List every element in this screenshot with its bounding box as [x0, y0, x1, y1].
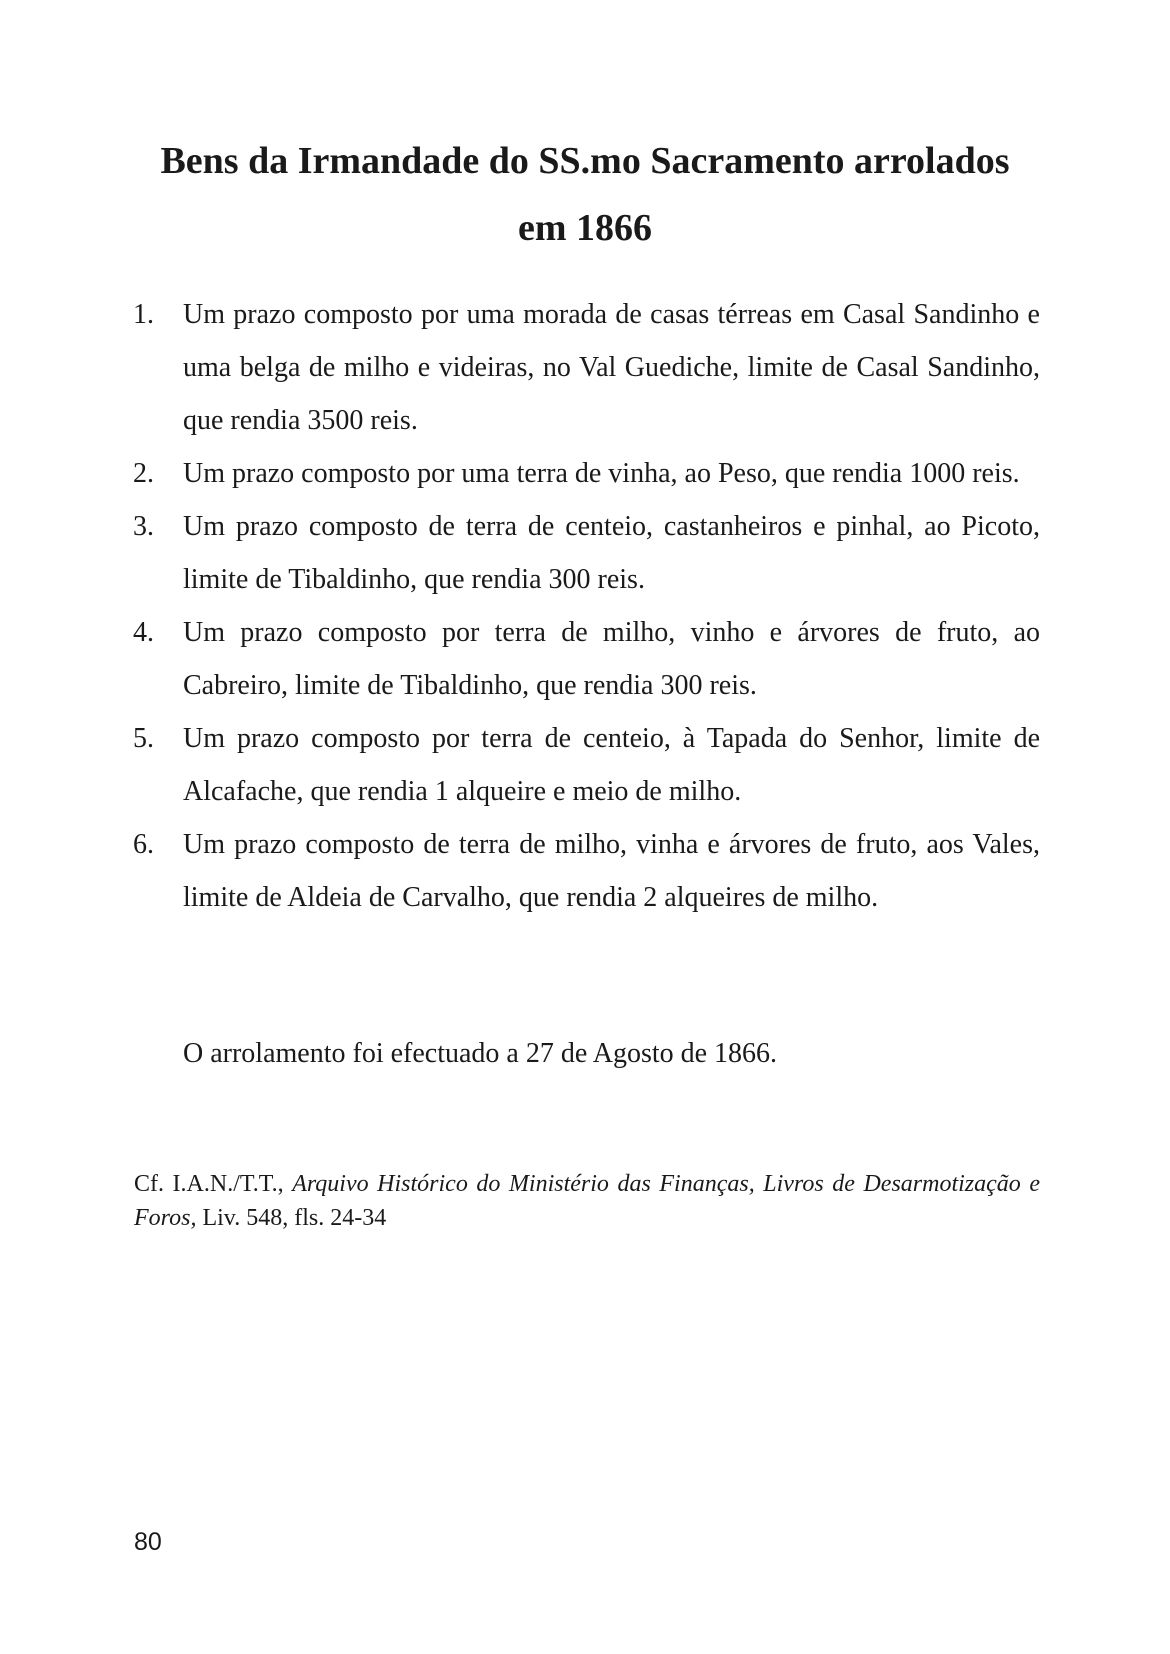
source-citation — [134, 1167, 1040, 1235]
list-item-number: 4. — [133, 617, 154, 648]
list-item — [128, 500, 1040, 606]
list-item — [128, 288, 1040, 447]
page-title — [130, 128, 1040, 262]
property-list — [128, 288, 1040, 924]
list-item — [128, 447, 1040, 500]
list-item — [128, 818, 1040, 924]
list-item-number: 3. — [133, 511, 154, 542]
list-item-text: Um prazo composto por terra de milho, vinho e árvores de fruto, ao Cabreiro, limite de Tibaldinho, que rendia 300 reis. — [183, 617, 1040, 701]
list-item-text: Um prazo composto de terra de milho, vinha e árvores de fruto, aos Vales, limite de Aldeia de Carvalho, que rendia 2 alqueires de milho. — [183, 829, 1040, 913]
source-prefix: Cf. I.A.N./T.T., — [134, 1171, 293, 1197]
list-item — [128, 712, 1040, 818]
source-suffix: Liv. 548, fls. 24-34 — [196, 1205, 387, 1231]
closing-statement: O arrolamento foi efectuado a 27 de Agosto de 1866. — [183, 1038, 778, 1069]
title-line-1: Bens da Irmandade do SS.mo Sacramento arrolados — [160, 140, 1010, 182]
list-item-number: 1. — [133, 299, 154, 330]
list-item-number: 6. — [133, 829, 154, 860]
list-item — [128, 606, 1040, 712]
list-item-text: Um prazo composto por uma morada de casas térreas em Casal Sandinho e uma belga de milho e videiras, no Val Guediche, limite de Casal Sandinho, que rendia 3500 reis. — [183, 299, 1040, 436]
list-item-number: 2. — [133, 458, 154, 489]
list-item-text: Um prazo composto por uma terra de vinha, ao Peso, que rendia 1000 reis. — [183, 458, 1020, 489]
title-line-2: em 1866 — [517, 207, 653, 249]
list-item-text: Um prazo composto por terra de centeio, à Tapada do Senhor, limite de Alcafache, que rendia 1 alqueire e meio de milho. — [183, 723, 1040, 807]
list-item-text: Um prazo composto de terra de centeio, castanheiros e pinhal, ao Picoto, limite de Tibaldinho, que rendia 300 reis. — [183, 511, 1040, 595]
source-title: Arquivo Histórico do Ministério das Finanças, Livros de Desarmotização e Foros, — [134, 1171, 1040, 1231]
page-number: 80 — [134, 1528, 162, 1556]
list-item-number: 5. — [133, 723, 154, 754]
